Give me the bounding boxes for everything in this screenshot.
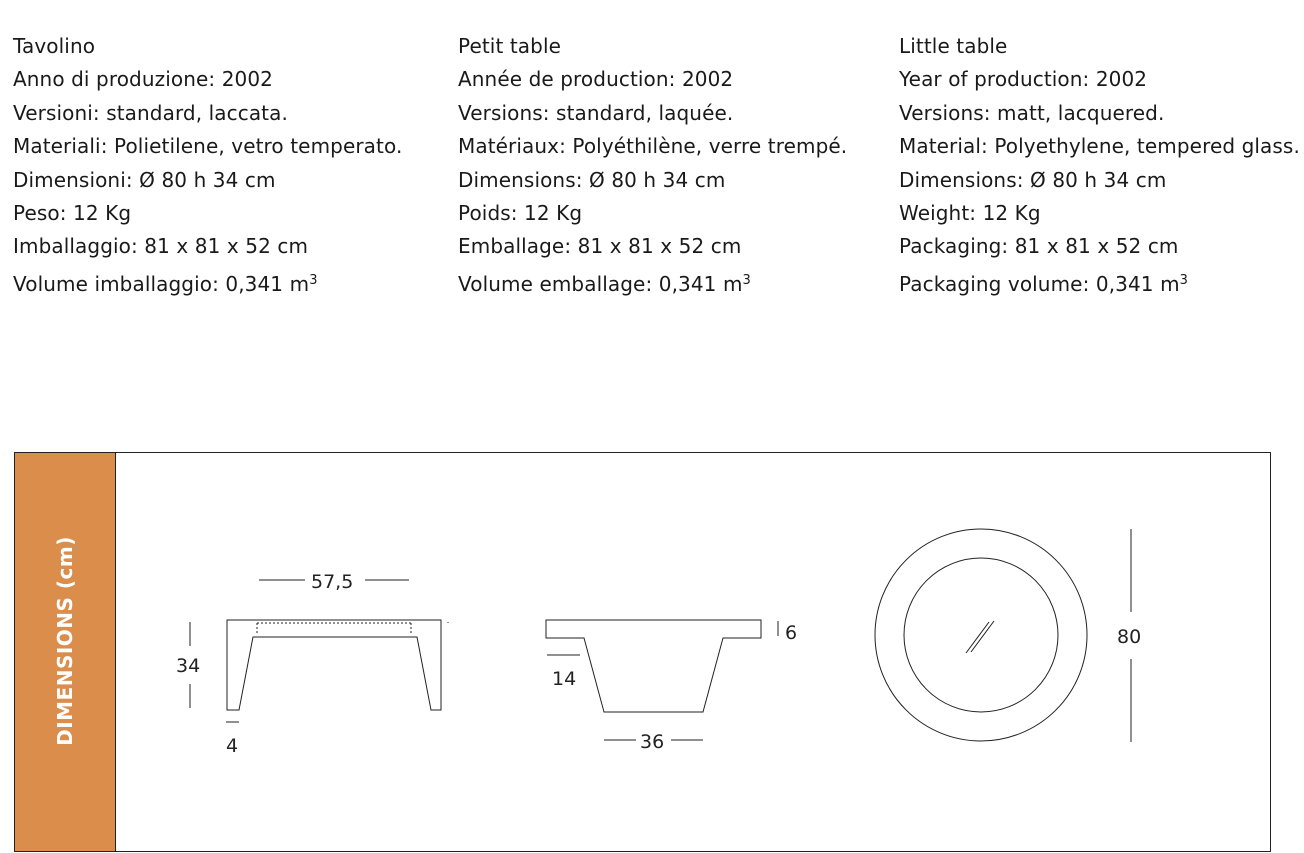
leg-dimension-label: 4: [226, 735, 239, 757]
height-dimension-label: 34: [176, 655, 201, 677]
spec-line: Versions: matt, lacquered.: [899, 100, 1165, 125]
french-specs: [458, 30, 847, 301]
english-specs: [899, 30, 1300, 301]
spec-line: Imballaggio: 81 x 81 x 52 cm: [13, 234, 309, 259]
volume-exponent: 3: [309, 272, 318, 288]
table-side-outline: [227, 620, 441, 710]
inner-circle: [904, 558, 1058, 712]
spec-line-volume: [458, 264, 847, 301]
volume-exponent: 3: [742, 272, 751, 288]
spec-line: Dimensions: Ø 80 h 34 cm: [458, 167, 726, 192]
section-view-drawing: [546, 620, 778, 740]
spec-line: Matériaux: Polyéthilène, verre trempé.: [458, 134, 848, 159]
spec-line: Emballage: 81 x 81 x 52 cm: [458, 234, 742, 259]
spec-line: Petit table: [458, 34, 562, 58]
volume-text: Volume emballage: 0,341 m: [458, 271, 743, 296]
spec-line: Weight: 12 Kg: [899, 201, 1041, 226]
volume-exponent: 3: [1179, 272, 1189, 288]
spec-line: Little table: [899, 34, 1008, 58]
spec-line: Packaging: 81 x 81 x 52 cm: [899, 234, 1179, 259]
dimensions-title: DIMENSIONS (cm): [53, 536, 77, 746]
spec-line: Année de production: 2002: [458, 67, 734, 92]
volume-text: Packaging volume: 0,341 m: [899, 271, 1180, 296]
glass-reflection-line: [971, 621, 994, 652]
spec-line-volume: [13, 264, 402, 301]
italian-specs: [13, 30, 402, 301]
spec-line: Versioni: standard, laccata.: [13, 100, 288, 125]
spec-line: Tavolino: [13, 34, 96, 58]
glass-reflection-line: [966, 622, 989, 653]
depth-dimension-label: 14: [552, 668, 577, 690]
table-section-outline: [546, 620, 761, 712]
spec-line: Anno di produzione: 2002: [13, 67, 273, 92]
volume-text: Volume imballaggio: 0,341 m: [13, 271, 310, 296]
spec-line: Dimensions: Ø 80 h 34 cm: [899, 167, 1167, 192]
spec-line: Materiali: Polietilene, vetro temperato.: [13, 134, 403, 159]
diameter-dimension-label: 80: [1117, 626, 1142, 648]
spec-line: Peso: 12 Kg: [13, 201, 132, 226]
spec-line-volume: [899, 264, 1300, 301]
spec-line: Poids: 12 Kg: [458, 201, 583, 226]
base-dimension-label: 36: [640, 731, 665, 753]
width-dimension-label: 57,5: [311, 571, 354, 593]
outer-circle: [875, 529, 1087, 741]
spec-line: Year of production: 2002: [899, 67, 1148, 92]
top-view-drawing: [875, 529, 1131, 742]
technical-drawing: [15, 453, 1272, 853]
spec-line: Dimensioni: Ø 80 h 34 cm: [13, 167, 276, 192]
spec-line: Material: Polyethylene, tempered glass.: [899, 134, 1300, 159]
side-view-drawing: [190, 580, 448, 722]
rim-dimension-label: 6: [785, 622, 798, 644]
spec-line: Versions: standard, laquée.: [458, 100, 734, 125]
dimensions-panel: [14, 452, 1271, 852]
